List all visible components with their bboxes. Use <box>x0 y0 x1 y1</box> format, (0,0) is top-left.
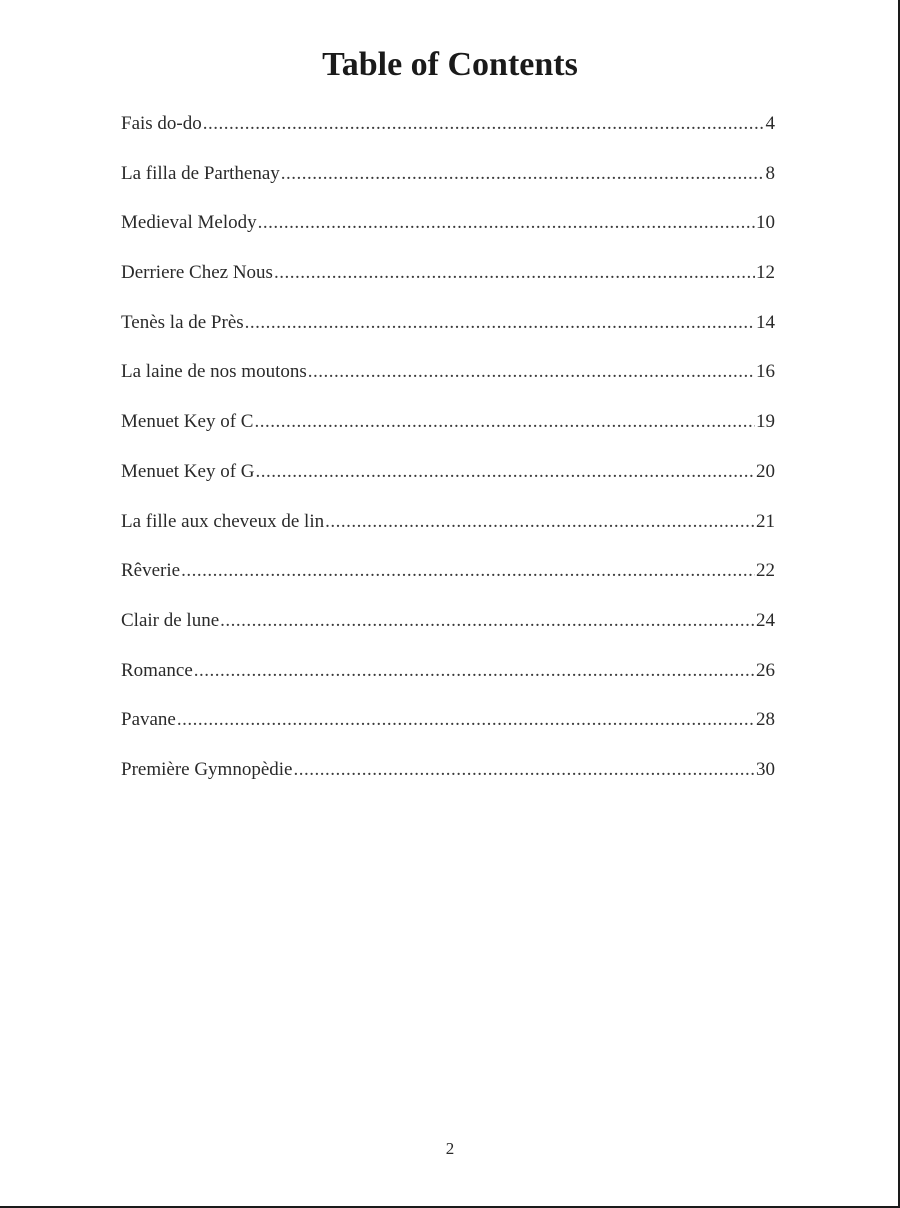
toc-entry-title: Romance <box>121 659 193 681</box>
toc-entry-page: 12 <box>756 262 775 284</box>
toc-entry-page: 28 <box>756 709 775 731</box>
toc-entry[interactable] <box>121 607 775 657</box>
toc-dot-leader <box>308 358 755 386</box>
toc-dot-leader <box>254 408 755 436</box>
toc-entry-title: La filla de Parthenay <box>121 162 280 184</box>
toc-dot-leader <box>181 557 755 585</box>
toc-entry-title: Fais do-do <box>121 113 202 134</box>
toc-entry-page: 21 <box>756 510 775 532</box>
toc-entry-page: 10 <box>756 212 775 234</box>
toc-entry[interactable] <box>121 160 775 210</box>
toc-entry[interactable] <box>121 756 775 806</box>
toc-dot-leader <box>325 508 755 536</box>
toc-dot-leader <box>203 110 765 138</box>
toc-entry-page: 4 <box>765 113 775 134</box>
toc-dot-leader <box>245 309 755 337</box>
toc-entry-title: Clair de lune <box>121 609 220 631</box>
toc-entry-page: 8 <box>765 162 775 184</box>
toc-entry[interactable] <box>121 358 775 408</box>
toc-entry-page: 30 <box>756 758 775 780</box>
table-of-contents-list <box>121 110 775 806</box>
toc-entry[interactable] <box>121 458 775 508</box>
page-title: Table of Contents <box>322 46 578 83</box>
toc-entry[interactable] <box>121 110 775 160</box>
toc-dot-leader <box>293 756 755 784</box>
toc-entry-title: Derriere Chez Nous <box>121 262 273 284</box>
page-number: 2 <box>445 1139 455 1158</box>
toc-entry-page: 22 <box>756 560 775 582</box>
toc-entry-page: 24 <box>756 609 775 631</box>
toc-entry-title: Première Gymnopèdie <box>121 758 293 780</box>
toc-entry-title: Pavane <box>121 709 176 731</box>
toc-entry[interactable] <box>121 408 775 458</box>
toc-entry-title: La fille aux cheveux de lin <box>121 510 325 532</box>
toc-dot-leader <box>220 607 755 635</box>
toc-entry-page: 26 <box>756 659 775 681</box>
toc-entry[interactable] <box>121 309 775 359</box>
toc-entry[interactable] <box>121 706 775 756</box>
toc-entry-title: La laine de nos moutons <box>121 361 307 383</box>
toc-entry[interactable] <box>121 508 775 558</box>
toc-dot-leader <box>274 259 755 287</box>
toc-dot-leader <box>194 657 755 685</box>
toc-entry-page: 20 <box>756 460 775 482</box>
toc-entry-title: Medieval Melody <box>121 212 257 234</box>
toc-entry-title: Rêverie <box>121 560 181 582</box>
toc-entry[interactable] <box>121 209 775 259</box>
toc-entry-page: 14 <box>756 311 775 333</box>
toc-dot-leader <box>177 706 755 734</box>
toc-entry-page: 19 <box>756 411 775 433</box>
toc-entry[interactable] <box>121 657 775 707</box>
toc-dot-leader <box>258 209 755 237</box>
toc-entry-title: Menuet Key of G <box>121 460 255 482</box>
toc-entry[interactable] <box>121 259 775 309</box>
toc-entry[interactable] <box>121 557 775 607</box>
toc-entry-title: Tenès la de Près <box>121 311 244 333</box>
toc-dot-leader <box>281 160 765 188</box>
toc-entry-page: 16 <box>756 361 775 383</box>
toc-entry-title: Menuet Key of C <box>121 411 254 433</box>
toc-dot-leader <box>256 458 756 486</box>
